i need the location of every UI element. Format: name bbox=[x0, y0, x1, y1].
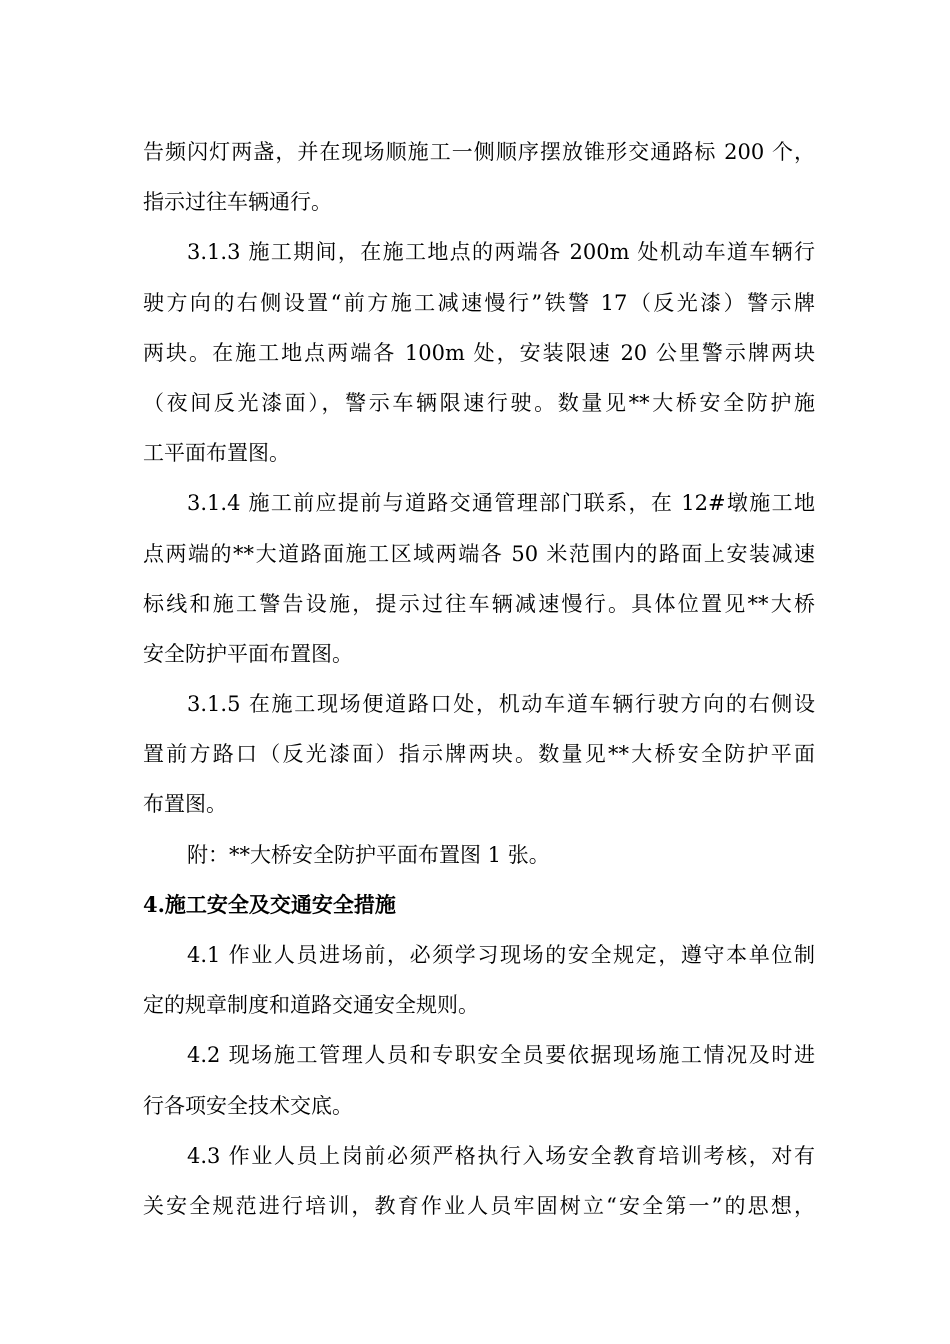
body-line: 指示过往车辆通行。 bbox=[143, 190, 332, 215]
paragraph-line: 3.1.3 施工期间，在施工地点的两端各 200m 处机动车道车辆行 bbox=[187, 240, 815, 265]
body-line: 定的规章制度和道路交通安全规则。 bbox=[143, 993, 479, 1018]
attachment-note: 附：**大桥安全防护平面布置图 1 张。 bbox=[187, 842, 550, 867]
body-line: 两块。在施工地点两端各 100m 处，安装限速 20 公里警示牌两块 bbox=[143, 340, 815, 365]
paragraph-line: 4.1 作业人员进场前，必须学习现场的安全规定，遵守本单位制 bbox=[187, 943, 815, 967]
body-line: 行各项安全技术交底。 bbox=[143, 1093, 353, 1118]
body-line: 布置图。 bbox=[143, 792, 227, 817]
body-line: 工平面布置图。 bbox=[143, 441, 290, 466]
body-line: 安全防护平面布置图。 bbox=[143, 641, 353, 666]
body-line: （夜间反光漆面），警示车辆限速行驶。数量见**大桥安全防护施 bbox=[143, 390, 815, 415]
paragraph-line: 4.2 现场施工管理人员和专职安全员要依据现场施工情况及时进 bbox=[187, 1043, 815, 1068]
section-heading: 4.施工安全及交通安全措施 bbox=[143, 891, 396, 917]
body-line: 标线和施工警告设施，提示过往车辆减速慢行。具体位置见**大桥 bbox=[143, 591, 815, 616]
document-body bbox=[143, 127, 815, 1231]
body-line: 告频闪灯两盏，并在现场顺施工一侧顺序摆放锥形交通路标 200 个， bbox=[143, 140, 815, 164]
paragraph-line: 4.3 作业人员上岗前必须严格执行入场安全教育培训考核，对有 bbox=[187, 1143, 815, 1168]
paragraph-line: 3.1.4 施工前应提前与道路交通管理部门联系，在 12#墩施工地 bbox=[187, 491, 815, 516]
paragraph-line: 3.1.5 在施工现场便道路口处，机动车道车辆行驶方向的右侧设 bbox=[187, 692, 815, 717]
body-line: 点两端的**大道路面施工区域两端各 50 米范围内的路面上安装减速 bbox=[143, 541, 815, 566]
body-line: 置前方路口（反光漆面）指示牌两块。数量见**大桥安全防护平面 bbox=[143, 742, 815, 767]
body-line: 驶方向的右侧设置“前方施工减速慢行”铁警 17（反光漆）警示牌 bbox=[143, 290, 815, 315]
body-line: 关安全规范进行培训，教育作业人员牢固树立“安全第一”的思想， bbox=[143, 1193, 815, 1218]
